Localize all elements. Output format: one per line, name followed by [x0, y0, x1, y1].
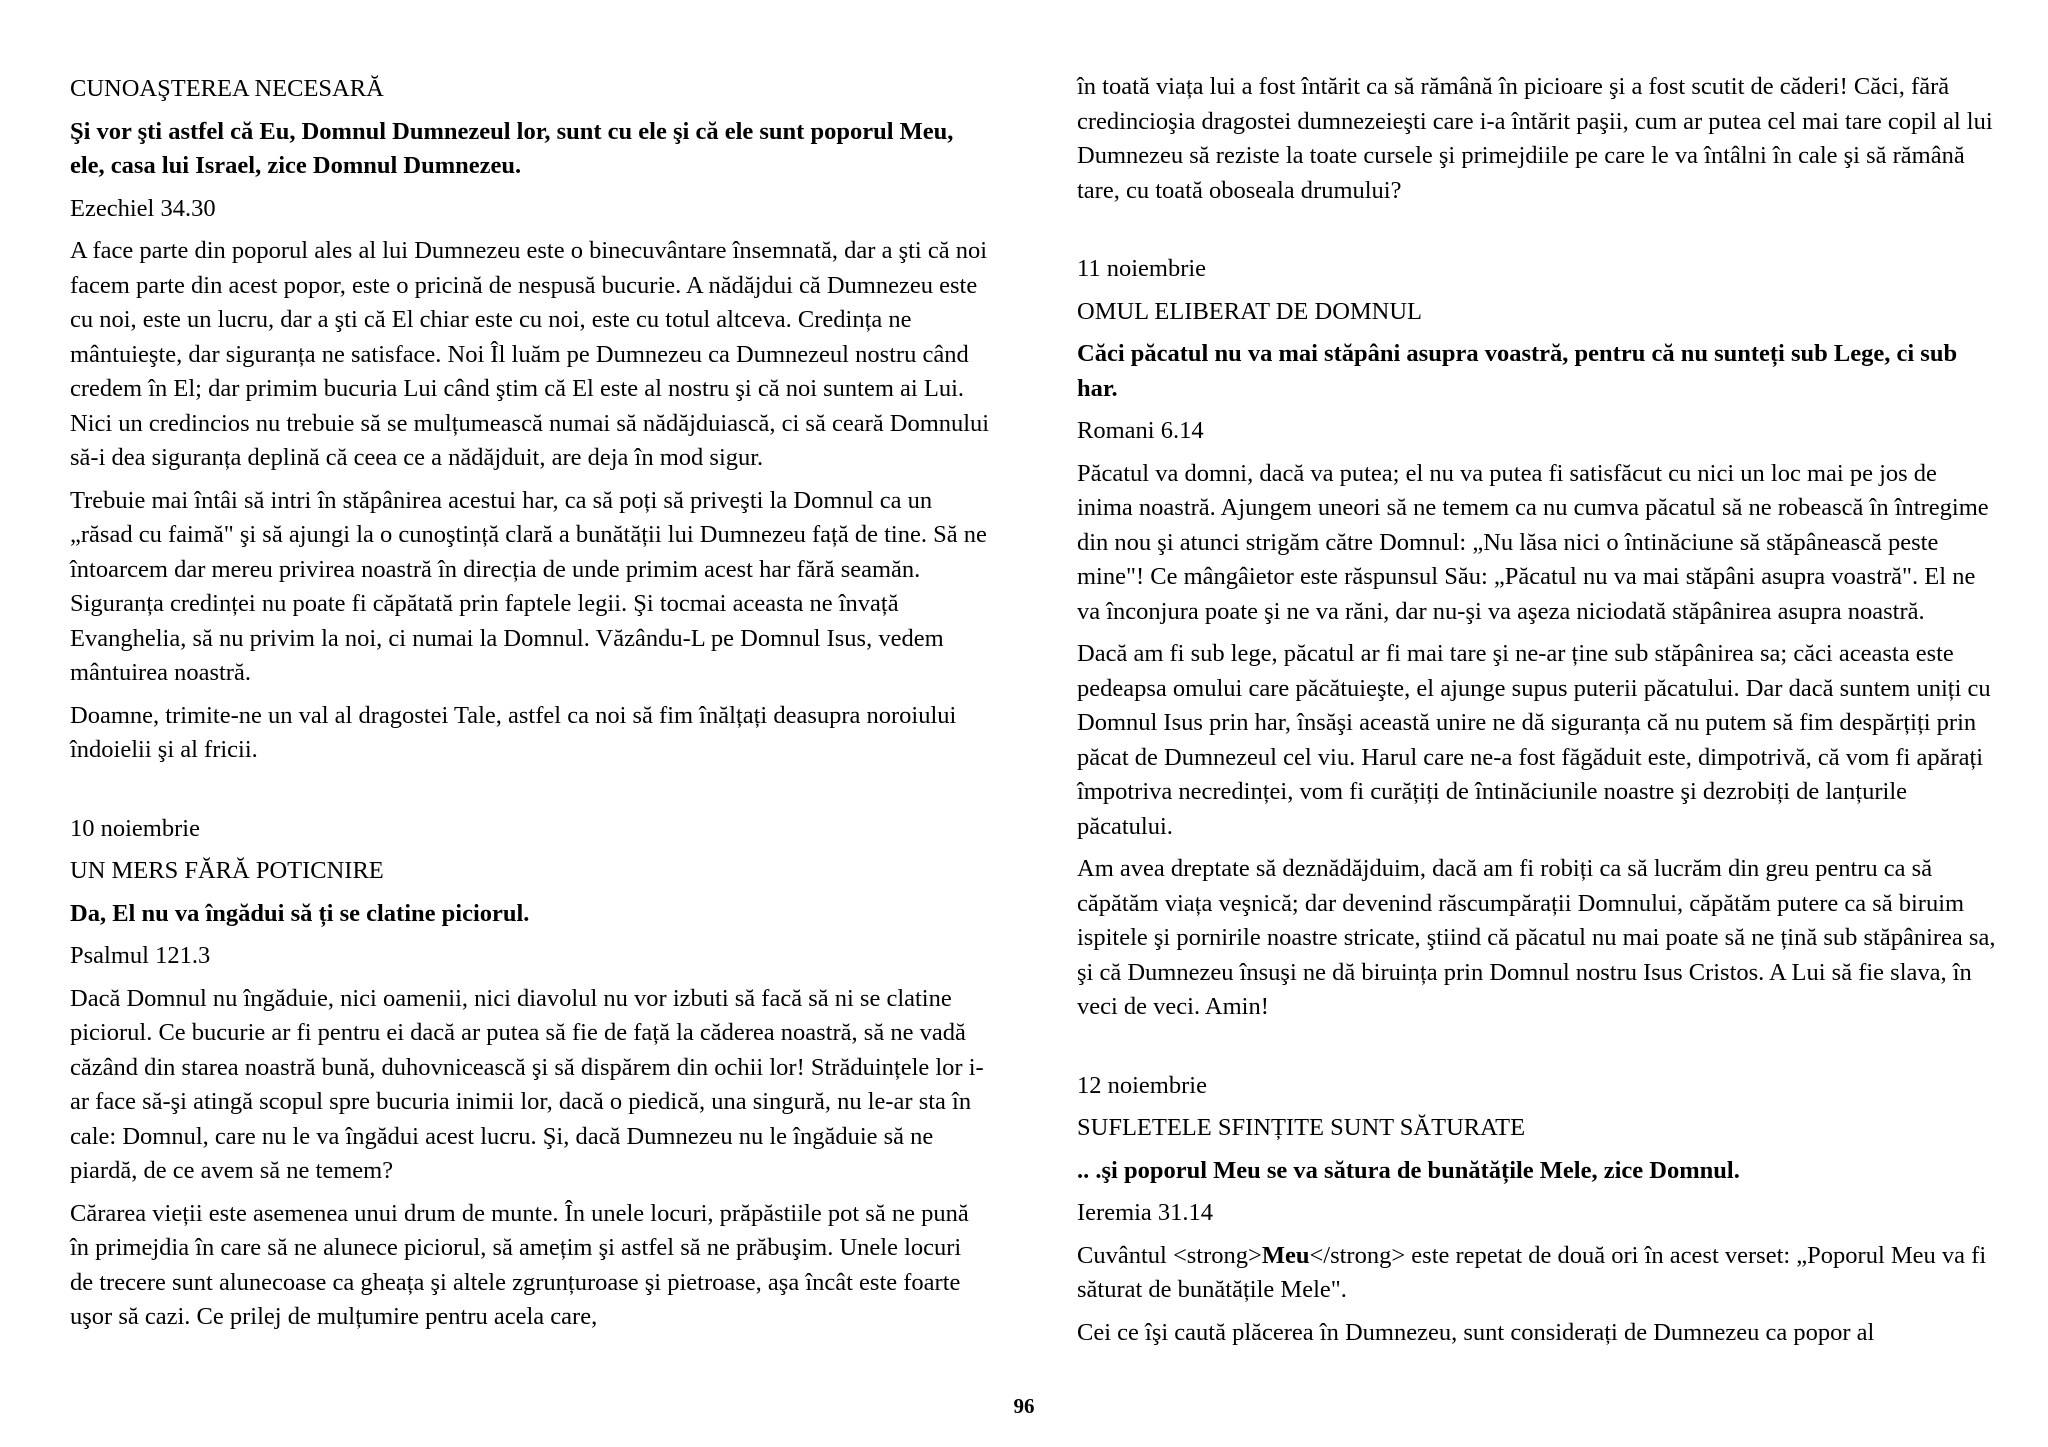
paragraph: în toată viața lui a fost întărit ca să rămână în picioare şi a fost scutit de căderi! Căci, fără credincioşia dragostei dumnezeieşti care i-a întărit paşii, cum ar putea cel mai tare copil al lui Dumnezeu să reziste la toate cursele şi primejdiile pe care le va întâlni în cale şi să rămână tare, cu toată oboseala drumului?: [1077, 73, 1993, 204]
entry-date: 11 noiembrie: [1077, 255, 1207, 282]
paragraph: A face parte din poporul ales al lui Dumnezeu este o binecuvântare însemnată, dar a şti că noi facem parte din acest popor, este o pricină de nespusă bucurie. A nădăjdui că Dumnezeu este cu noi, este un lucru, dar a şti că El chiar este cu noi, este cu totul altceva. Credința ne mântuieşte, dar siguranța ne satisface. Noi Îl luăm pe Dumnezeu ca Dumnezeul nostru când credem în El; dar primim bucuria Lui când ştim că El este al nostru şi că noi suntem ai Lui. Nici un credincios nu trebuie să se mulțumească numai să nădăjduiască, ci să ceară Domnului să-i dea siguranța deplină că ceea ce a nădăjduit, are deja în mod sigur.: [70, 237, 990, 471]
paragraph: Păcatul va domni, dacă va putea; el nu va putea fi satisfăcut cu nici un loc mai pe jos de inima noastră. Ajungem uneori să ne temem ca nu cumva păcatul să ne robească în întregime din nou şi atunci strigăm către Domnul: „Nu lăsa nici o întinăciune să stăpânească peste mine"! Ce mângâietor este răspunsul Său: „Păcatul nu va mai stăpâni asupra voastră". El ne va înconjura poate şi ne va răni, dar nu-şi va aşeza niciodată stăpânirea asupra noastră.: [1077, 459, 1989, 625]
verse-text: Da, El nu va îngădui să ți se clatine piciorul.: [70, 899, 530, 927]
entry-title: CUNOAŞTEREA NECESARĂ: [70, 75, 384, 102]
paragraph: Trebuie mai întâi să intri în stăpânirea acestui har, ca să poți să priveşti la Domnul ca un „răsad cu faimă" şi să ajungi la o cunoştință clară a bunătății lui Dumnezeu față de tine. Să ne întoarcem dar mereu privirea noastră în direcția de unde primim acest har fără seamăn. Siguranța credinței nu poate fi căpătată prin faptele legii. Şi tocmai aceasta ne învață Evanghelia, să nu privim la noi, ci numai la Domnul. Văzându-L pe Domnul Isus, vedem mântuirea noastră.: [70, 486, 987, 686]
paragraph: Dacă am fi sub lege, păcatul ar fi mai tare şi ne-ar ține sub stăpânirea sa; căci aceasta este pedeapsa omului care păcătuieşte, el ajunge supus puterii păcatului. Dar dacă suntem uniți cu Domnul Isus prin har, însăşi această unire ne dă siguranța că nu putem să fim despărțiți prin păcat de Dumnezeul cel viu. Harul care ne-a fost făgăduit este, dimpotrivă, că vom fi apărați împotriva necredinței, vom fi curățiți de întinăciunile noastre şi dezrobiți de lanțurile păcatului.: [1077, 640, 1991, 840]
entry-separator: [70, 776, 990, 812]
verse-text: Şi vor şti astfel că Eu, Domnul Dumnezeul lor, sunt cu ele şi că ele sunt poporul Meu, ele, casa lui Israel, zice Domnul Dumnezeu.: [70, 117, 954, 179]
paragraph: Cei ce îşi caută plăcerea în Dumnezeu, sunt considerați de Dumnezeu ca popor al: [1077, 1318, 1875, 1346]
page-number: 96: [1013, 1394, 1035, 1418]
entry-title: UN MERS FĂRĂ POTICNIRE: [70, 857, 384, 884]
emphasized-word: Meu: [1261, 1241, 1310, 1269]
left-column: [70, 72, 990, 1343]
verse-reference: Romani 6.14: [1077, 417, 1204, 444]
verse-reference: Ezechiel 34.30: [70, 194, 216, 222]
entry-date: 12 noiembrie: [1077, 1071, 1207, 1099]
entry-separator: [1077, 1033, 1997, 1069]
verse-reference: Ieremia 31.14: [1077, 1199, 1214, 1226]
entry-date: 10 noiembrie: [70, 814, 200, 842]
paragraph-text: Cuvântul <strong>: [1077, 1241, 1262, 1269]
entry-title: OMUL ELIBERAT DE DOMNUL: [1077, 297, 1423, 325]
verse-text: .. .şi poporul Meu se va sătura de bunătățile Mele, zice Domnul.: [1077, 1156, 1740, 1184]
paragraph-text: </strong> este repetat de două ori în acest verset: „Poporul Meu va fi săturat de bunătățile Mele".: [1077, 1241, 1987, 1303]
paragraph: Dacă Domnul nu îngăduie, nici oamenii, nici diavolul nu vor izbuti să facă să ni se clatine piciorul. Ce bucurie ar fi pentru ei dacă ar putea să fie de față la căderea noastră, să ne vadă căzând din starea noastră bună, duhovnicească şi să dispărem din ochii lor! Străduințele lor i-ar face să-şi atingă scopul spre bucuria inimii lor, dacă o piedică, una singură, nu le-ar sta în cale: Domnul, care nu le va îngădui acest lucru. Şi, dacă Dumnezeu nu le îngăduie să ne piardă, de ce avem să ne temem?: [70, 984, 984, 1184]
entry-separator: [1077, 216, 1997, 252]
paragraph: Cărarea vieții este asemenea unui drum de munte. În unele locuri, prăpăstiile pot să ne pună în primejdia în care să ne alunece piciorul, să amețim şi astfel să ne prăbuşim. Unele locuri de trecere sunt alunecoase ca gheața şi altele zgrunțuroase şi pietroase, aşa încât este foarte uşor să cazi. Ce prilej de mulțumire pentru acela care,: [70, 1199, 969, 1330]
paragraph: [1077, 1239, 1997, 1308]
verse-reference: Psalmul 121.3: [70, 942, 211, 969]
right-column: [1077, 70, 1997, 1358]
verse-text: Căci păcatul nu va mai stăpâni asupra voastră, pentru că nu sunteți sub Lege, ci sub har.: [1077, 340, 1958, 402]
entry-title: SUFLETELE SFINȚITE SUNT SĂTURATE: [1077, 1114, 1526, 1141]
paragraph: Am avea dreptate să deznădăjduim, dacă am fi robiți ca să lucrăm din greu pentru ca să căpătăm viața veşnică; dar devenind răscumpărații Domnului, căpătăm putere ca să biruim ispitele şi pornirile noastre stricate, ştiind că păcatul nu mai poate să ne țină sub stăpânirea sa, şi că Dumnezeu însuşi ne dă biruința prin Domnul nostru Isus Cristos. A Lui să fie slava, în veci de veci. Amin!: [1077, 855, 1996, 1020]
paragraph: Doamne, trimite-ne un val al dragostei Tale, astfel ca noi să fim înălțați deasupra noroiului îndoielii şi al fricii.: [70, 701, 957, 763]
